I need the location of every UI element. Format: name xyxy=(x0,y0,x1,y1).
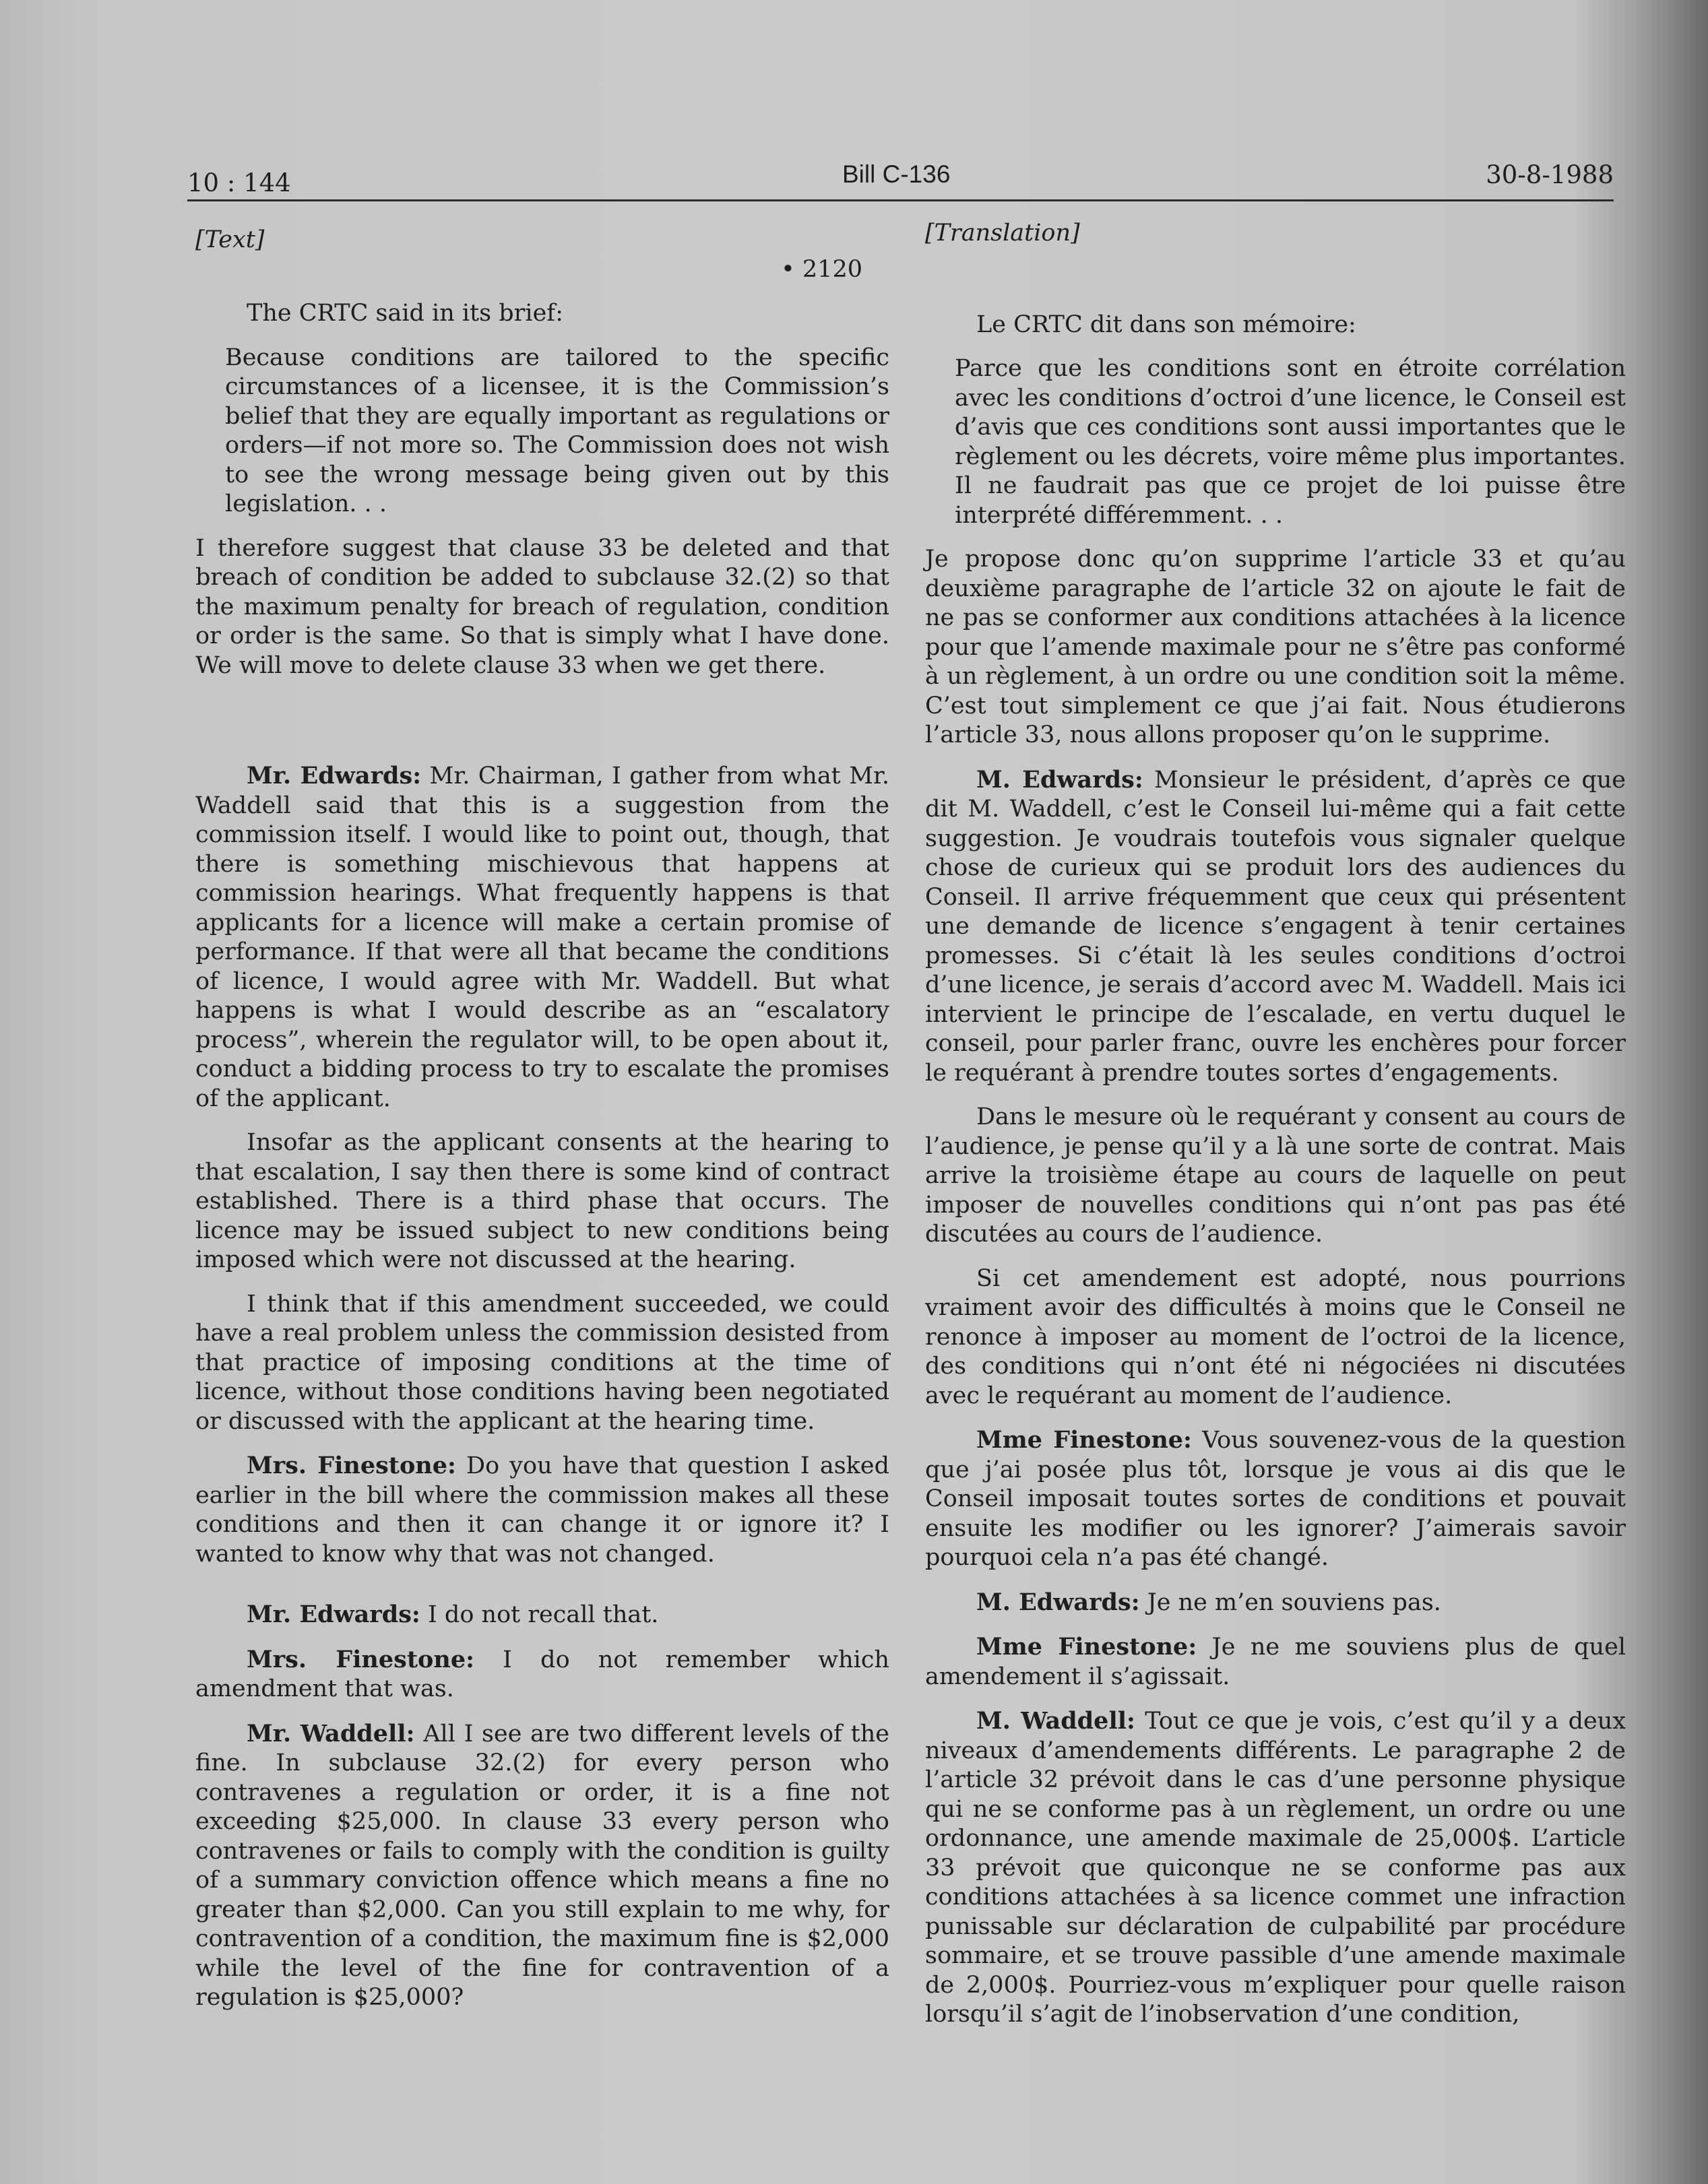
speaker-name: Mrs. Finestone: xyxy=(247,1645,475,1673)
paragraph: Insofar as the applicant consents at the hearing to that escalation, I say then there is some kind of contract established. There is a third phase that occurs. The licence may be issued subject to new conditions being imposed which were not discussed at the hearing. xyxy=(195,1129,889,1273)
speaker-name: M. Edwards: xyxy=(976,765,1143,794)
header-date: 30-8-1988 xyxy=(1486,160,1614,189)
paragraph: I therefore suggest that clause 33 be deleted and that breach of condition be added to subclause 32.(2) so that the maximum penalty for breach of regulation, condition or order is the same. So that is simply what I have done. We will move to delete clause 33 when we get there. xyxy=(195,534,889,679)
paragraph: Le CRTC dit dans son mémoire: xyxy=(976,311,1356,338)
french-column xyxy=(925,219,1626,2030)
speech-paragraph xyxy=(925,1588,1626,1618)
page-header xyxy=(187,160,1614,201)
speaker-name: Mr. Waddell: xyxy=(247,1719,415,1747)
paragraph: Si cet amendement est adopté, nous pourrions vraiment avoir des difficultés à moins que le Conseil ne renonce à imposer au moment de l’octroi de la licence, des conditions qui n’ont été ni négociées ni discutées avec le requérant au moment de l’audience. xyxy=(925,1264,1626,1409)
speech-paragraph xyxy=(195,761,889,1114)
brief-quote: Parce que les conditions sont en étroite corrélation avec les conditions d’octroi d’une licence, le Conseil est d’avis que ces conditions sont aussi importantes que le règlement ou les décrets, voire même plus importantes. Il ne faudrait pas que ce projet de loi puisse être interprété différemment. . . xyxy=(955,355,1626,529)
speech-text: Vous souvenez-vous de la question que j’ai posée plus tôt, lorsque je vous ai dis que le Conseil imposait toutes sortes de conditions et pouvait ensuite les modifier ou les ignorer? J’aimerais savoir pourquoi cela n’a pas été changé. xyxy=(925,1427,1626,1571)
speaker-name: M. Waddell: xyxy=(976,1707,1135,1735)
timestamp: • 2120 xyxy=(781,255,862,283)
paragraph: I think that if this amendment succeeded, we could have a real problem unless the commission desisted from that practice of imposing conditions at the time of licence, without those conditions having been negotiated or discussed with the applicant at the hearing time. xyxy=(195,1290,889,1435)
speech-text: Monsieur le président, d’après ce que dit M. Waddell, c’est le Conseil lui-même qui a fait cette suggestion. Je voudrais toutefois vous signaler quelque chose de curieux qui se produit lors des audiences du Conseil. Il arrive fréquemment que ceux qui présentent une demande de licence s’engagent à tenir certaines promesses. Si c’était là les seules conditions d’octroi d’une licence, je serais d’accord avec M. Waddell. Mais ici intervient le principe de l’escalade, en vertu duquel le conseil, pour parler franc, ouvre les enchères pour forcer le requérant à prendre toutes sortes d’engagements. xyxy=(925,766,1626,1087)
speech-paragraph xyxy=(195,1600,889,1630)
text-label: [Text] xyxy=(195,226,265,253)
paragraph: The CRTC said in its brief: xyxy=(247,300,564,327)
bill-title: Bill C-136 xyxy=(842,160,951,188)
speech-text: Do you have that question I asked earlier in the bill where the commission makes all these conditions and then it can change it or ignore it? I wanted to know why that was not changed. xyxy=(195,1452,889,1568)
speech-paragraph xyxy=(195,1645,889,1704)
speech-text: I do not remember which amendment that was. xyxy=(195,1646,890,1702)
paragraph: Dans le mesure où le requérant y consent au cours de l’audience, je pense qu’il y a là une sorte de contrat. Mais arrive la troisième étape au cours de laquelle on peut imposer de nouvelles conditions qui n’ont pas pas été discutées au cours de l’audience. xyxy=(925,1103,1626,1248)
speech-paragraph xyxy=(195,1451,889,1569)
speech-paragraph xyxy=(195,1719,889,2013)
speech-text: All I see are two different levels of the fine. In subclause 32.(2) for every person who contravenes a regulation or order, it is a fine not exceeding $25,000. In clause 33 every person who contravenes or fails to comply with the condition is guilty of a summary conviction offence which means a fine no greater than $2,000. Can you still explain to me why, for contravention of a condition, the maximum fine is $2,000 while the level of the fine for contravention of a regulation is $25,000? xyxy=(195,1720,889,2011)
speech-paragraph xyxy=(925,1706,1626,2030)
brief-quote: Because conditions are tailored to the specific circumstances of a licensee, it is the Commission’s belief that they are equally important as regulations or orders—if not more so. The Commission does not wish to see the wrong message being given out by this legislation. . . xyxy=(225,344,889,517)
speech-paragraph xyxy=(925,1425,1626,1573)
translation-label: [Translation] xyxy=(925,220,1080,247)
speech-text: I do not recall that. xyxy=(420,1601,659,1628)
english-column xyxy=(195,226,889,2013)
speaker-name: Mr. Edwards: xyxy=(247,762,422,790)
speaker-name: M. Edwards: xyxy=(976,1588,1140,1616)
speech-text: Je ne me souviens plus de quel amendement il s’agissait. xyxy=(925,1634,1626,1690)
speech-text: Tout ce que je vois, c’est qu’il y a deux niveaux d’amendements différents. Le paragraphe 2 de l’article 32 prévoit dans le cas d’une personne physique qui ne se conforme pas à un règlement, un ordre ou une ordonnance, une amende maximale de 25,000$. L’article 33 prévoit que quiconque ne se conforme pas aux conditions attachées à sa licence commet une infraction punissable sur déclaration de culpabilité par procédure sommaire, et se trouve passible d’une amende maximale de 2,000$. Pourriez-vous m’expliquer pour quelle raison lorsqu’il s’agit de l’inobservation d’une condition, xyxy=(925,1708,1626,2028)
speech-paragraph xyxy=(925,765,1626,1089)
speaker-name: Mme Finestone: xyxy=(976,1426,1192,1454)
speech-paragraph xyxy=(925,1632,1626,1692)
speaker-name: Mme Finestone: xyxy=(976,1633,1197,1661)
speaker-name: Mrs. Finestone: xyxy=(247,1452,456,1479)
speech-text: Je ne m’en souviens pas. xyxy=(1139,1588,1441,1616)
speaker-name: Mr. Edwards: xyxy=(247,1601,420,1628)
header-rule xyxy=(187,199,1614,201)
speech-text: Mr. Chairman, I gather from what Mr. Waddell said that this is a suggestion from the commission itself. I would like to point out, though, that there is something mischievous that happens at commission hearings. What frequently happens is that applicants for a licence will make a certain promise of performance. If that were all that became the conditions of licence, I would agree with Mr. Waddell. But what happens is what I would describe as an “escalatory process”, wherein the regulator will, to be open about it, conduct a bidding process to try to escalate the promises of the applicant. xyxy=(195,763,890,1112)
page-number: 10 : 144 xyxy=(187,168,291,197)
paragraph: Je propose donc qu’on supprime l’article 33 et qu’au deuxième paragraphe de l’article 32 on ajoute le fait de ne pas se conformer aux conditions attachées à la licence pour que l’amende maximale pour ne s’être pas conformé à un règlement, à un ordre ou une condition soit la même. C’est tout simplement ce que j’ai fait. Nous étudierons l’article 33, nous allons proposer qu’on le supprime. xyxy=(925,546,1626,748)
